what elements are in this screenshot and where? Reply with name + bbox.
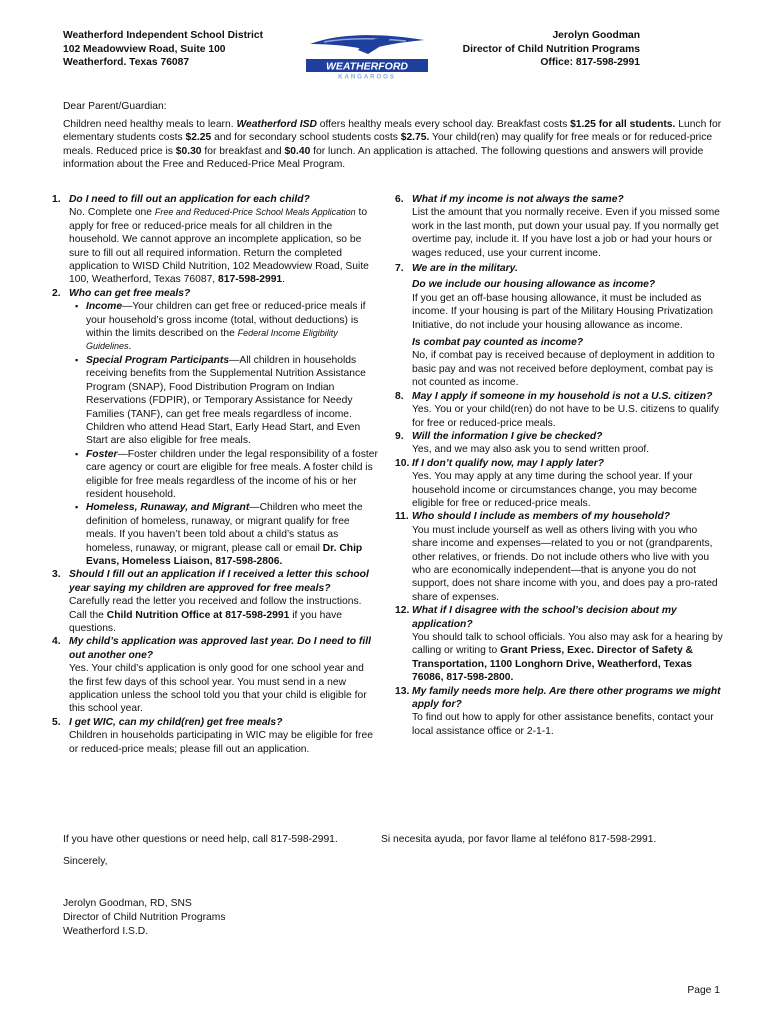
faq-question: My child’s application was approved last year. Do I need to fill out another one?	[69, 636, 371, 661]
logo-subtext: KANGAROOS	[338, 74, 396, 80]
district-address-block	[63, 29, 263, 70]
bullet-text: —All children in households receiving benefits from the Supplemental Nutrition Assistance Program (SNAP), Food Distribution Program on Indian Reservations (FDPIR), or Temporary Assistance for Needy Families (TANF), can get free meals regardless of income. Children who attend Head Start, Early Head Start, and Even Start are also eligible for free meals.	[86, 354, 366, 447]
answer-text: No. Complete one	[69, 207, 155, 219]
bullet-text: —Children who meet the definition of homeless, runaway, or migrant qualify for free meals. If you haven’t been told about a child’s status as homeless, runaway, or migrant, please call or email	[86, 502, 363, 554]
faq-number: 11.	[395, 511, 409, 523]
faq-right-column	[395, 193, 725, 738]
eligibility-income	[69, 300, 378, 354]
intro-reduced-lunch-price: $0.40	[284, 145, 311, 157]
faq-number: 5.	[52, 716, 61, 728]
intro-text: for breakfast and	[201, 145, 285, 157]
faq-question: Who should I include as members of my household?	[412, 511, 671, 523]
faq-subquestion: Is combat pay counted as income?	[412, 337, 584, 349]
signature-block	[63, 855, 226, 939]
faq-item-10	[395, 457, 725, 511]
district-street: 102 Meadowview Road, Suite 100	[63, 43, 226, 55]
intro-text: Lunch for elementary students costs	[63, 119, 722, 144]
faq-question: What if I disagree with the school’s decision about my application?	[412, 605, 677, 630]
bullet-title: Special Program Participants	[86, 354, 230, 366]
bullet-text: —Your children can get free or reduced-price meals if your household’s gross income (total, without deductions) is within the limits described on the	[86, 301, 366, 340]
help-line-spanish: Si necesita ayuda, por favor llame al teléfono 817-598-2991.	[381, 834, 657, 845]
logo-text: WEATHERFORD	[325, 60, 409, 73]
faq-answer: Yes. You or your child(ren) do not have to be U.S. citizens to qualify for free or reduced-price meals.	[412, 404, 719, 429]
faq-answer: To find out how to apply for other assistance benefits, contact your local assistance office or 2-1-1.	[412, 712, 714, 737]
signer-title: Director of Child Nutrition Programs	[63, 912, 226, 923]
intro-elementary-lunch-price: $2.25	[185, 132, 212, 144]
signer-organization: Weatherford I.S.D.	[63, 926, 149, 937]
intro-secondary-lunch-price: $2.75.	[400, 132, 430, 144]
faq-question: What if my income is not always the same?	[412, 194, 624, 205]
district-name: Weatherford Independent School District	[63, 30, 264, 41]
faq-question: My family needs more help. Are there other programs we might apply for?	[412, 685, 721, 711]
sign-off: Sincerely,	[63, 856, 108, 867]
application-form-name: Free and Reduced-Price School Meals Application	[154, 207, 356, 218]
faq-number: 6.	[395, 194, 404, 205]
answer-text: .	[282, 274, 286, 286]
faq-item-13	[395, 685, 725, 739]
faq-left-column	[52, 193, 378, 756]
faq-item-2	[52, 287, 378, 569]
guidelines-reference: Federal Income Eligibility Guidelines	[86, 328, 338, 352]
hearing-contact: Grant Priess, Exec. Director of Safety & Transportation, 1100 Longhorn Drive, Weatherford, Texas 76086, 817-598-2800.	[412, 645, 693, 684]
faq-number: 9.	[395, 430, 404, 442]
faq-answer	[69, 595, 378, 635]
faq-answer: List the amount that you normally receive. Even if you missed some work in the last month, put down your usual pay. If you normally get overtime pay, include it. If you have lost a job or had your hours or wages reduced, use your current income.	[412, 207, 720, 259]
faq-item-4	[52, 635, 378, 715]
faq-item-3	[52, 568, 378, 635]
faq-question: Who can get free meals?	[69, 287, 191, 299]
office-phone: Child Nutrition Office at 817-598-2991	[106, 609, 290, 621]
faq-number: 13.	[395, 685, 410, 697]
homeless-liaison-contact: Dr. Chip Evans, Homeless Liaison, 817-598-2806.	[86, 542, 363, 567]
faq-number: 8.	[395, 390, 404, 402]
faq-item-12	[395, 604, 725, 684]
faq-question: Should I fill out an application if I received a letter this school year saying my children are approved for free meals?	[69, 569, 369, 594]
intro-text: and for secondary school students costs	[211, 132, 401, 144]
faq-answer: Yes. Your child’s application is only good for one school year and the first few days of this school year. You must send in a new application unless the school told you that your child is eligible for this school year.	[69, 663, 367, 715]
signer-name: Jerolyn Goodman, RD, SNS	[63, 898, 192, 909]
bullet-text: —Foster children under the legal responsibility of a foster care agency or court are eligible for free meals. A foster child is eligible for free meals regardless of the income of his or her resident household.	[86, 448, 378, 500]
faq-question: We are in the military.	[412, 263, 518, 275]
intro-paragraph	[63, 118, 723, 172]
answer-text: You should talk to school officials. You also may ask for a hearing by calling or writing to	[412, 632, 723, 657]
answer-text: to apply for free or reduced-price meals for all children in the household. We cannot approve an incomplete application, so be sure to fill out all required information. Return the completed application to WISD Child Nutrition, 102 Meadowview Road, Suite 100, Weatherford, Texas 76087,	[69, 207, 369, 286]
faq-answer: Yes, and we may also ask you to send written proof.	[412, 444, 650, 456]
intro-text: for lunch. An application is attached. The following questions and answers will provide information about the Free and Reduced-Price Meal Program.	[63, 145, 704, 171]
faq-item-11	[395, 510, 725, 604]
intro-text: Your child(ren) may qualify for free meals or for reduced-price meals. Reduced price is	[63, 132, 713, 157]
faq-answer	[412, 631, 725, 685]
weatherford-kangaroos-logo	[306, 30, 428, 80]
bullet-title: Income	[86, 301, 123, 313]
director-name: Jerolyn Goodman	[552, 30, 640, 41]
director-phone: Office: 817-598-2991	[540, 57, 640, 68]
faq-number: 1.	[52, 194, 61, 205]
faq-number: 12.	[395, 605, 410, 617]
director-title: Director of Child Nutrition Programs	[462, 43, 640, 55]
faq-answer: Children in households participating in WIC may be eligible for free or reduced-price meals; please fill out an application.	[69, 730, 373, 755]
eligibility-foster	[69, 448, 378, 502]
district-city: Weatherford. Texas 76087	[63, 57, 190, 68]
bullet-title: Homeless, Runaway, and Migrant	[86, 502, 250, 514]
faq-question: Will the information I give be checked?	[412, 430, 603, 442]
help-line-english: If you have other questions or need help, call 817-598-2991.	[63, 834, 338, 845]
bullet-title: Foster	[86, 448, 118, 460]
faq-item-6	[395, 193, 725, 260]
closing-contact-line	[63, 833, 723, 846]
faq-number: 10.	[395, 457, 410, 469]
eligibility-homeless	[69, 501, 378, 568]
faq-answer	[69, 206, 378, 286]
bullet-text: .	[128, 341, 132, 353]
salutation: Dear Parent/Guardian:	[63, 101, 167, 112]
faq-number: 4.	[52, 636, 61, 648]
intro-breakfast-price: $1.25 for all students.	[570, 119, 676, 130]
faq-subquestion: Do we include our housing allowance as income?	[412, 279, 656, 291]
eligibility-special-programs	[69, 354, 378, 448]
faq-item-7	[395, 262, 725, 390]
faq-item-9	[395, 430, 725, 457]
faq-item-8	[395, 390, 725, 430]
faq-answer: No, if combat pay is received because of deployment in addition to basic pay and was not received before deployment, combat pay is not counted as income.	[412, 350, 715, 389]
faq-answer: If you get an off-base housing allowance, it must be included as income. If your housing is part of the Military Housing Privatization Initiative, do not include your housing allowance as income.	[412, 292, 714, 331]
eligibility-list	[69, 300, 378, 568]
faq-answer: Yes. You may apply at any time during the school year. If your household income or circumstances change, you may become eligible for free or reduced-price meals.	[412, 471, 698, 509]
intro-text: offers healthy meals every school day. Breakfast costs	[316, 119, 571, 130]
intro-district: Weatherford ISD	[236, 119, 317, 130]
faq-question: If I don’t qualify now, may I apply later?	[412, 457, 605, 469]
faq-question: May I apply if someone in my household is not a U.S. citizen?	[412, 390, 713, 402]
intro-text: Children need healthy meals to learn.	[63, 119, 237, 130]
faq-question: Do I need to fill out an application for each child?	[69, 194, 310, 205]
answer-text: Carefully read the letter you received and follow the instructions. Call the	[69, 596, 362, 621]
phone-number: 817-598-2991	[218, 274, 283, 286]
director-contact-block	[463, 29, 640, 70]
faq-number: 3.	[52, 569, 61, 581]
faq-question: I get WIC, can my child(ren) get free meals?	[69, 716, 283, 728]
faq-number: 7.	[395, 263, 404, 275]
faq-item-1	[52, 193, 378, 287]
faq-answer: You must include yourself as well as others living with you who share income and expenses—related to you or not (grandparents, other relatives, or friends. Do not include others who live with you who are economically independent—that is anyone you do not support, does not share income with you, and does pay a pro-rated share of expenses.	[412, 524, 718, 603]
answer-text: if you have questions.	[69, 609, 342, 634]
faq-number: 2.	[52, 287, 61, 299]
faq-item-5	[52, 716, 378, 756]
page-number: Page 1	[687, 985, 720, 996]
intro-reduced-breakfast-price: $0.30	[175, 145, 202, 157]
